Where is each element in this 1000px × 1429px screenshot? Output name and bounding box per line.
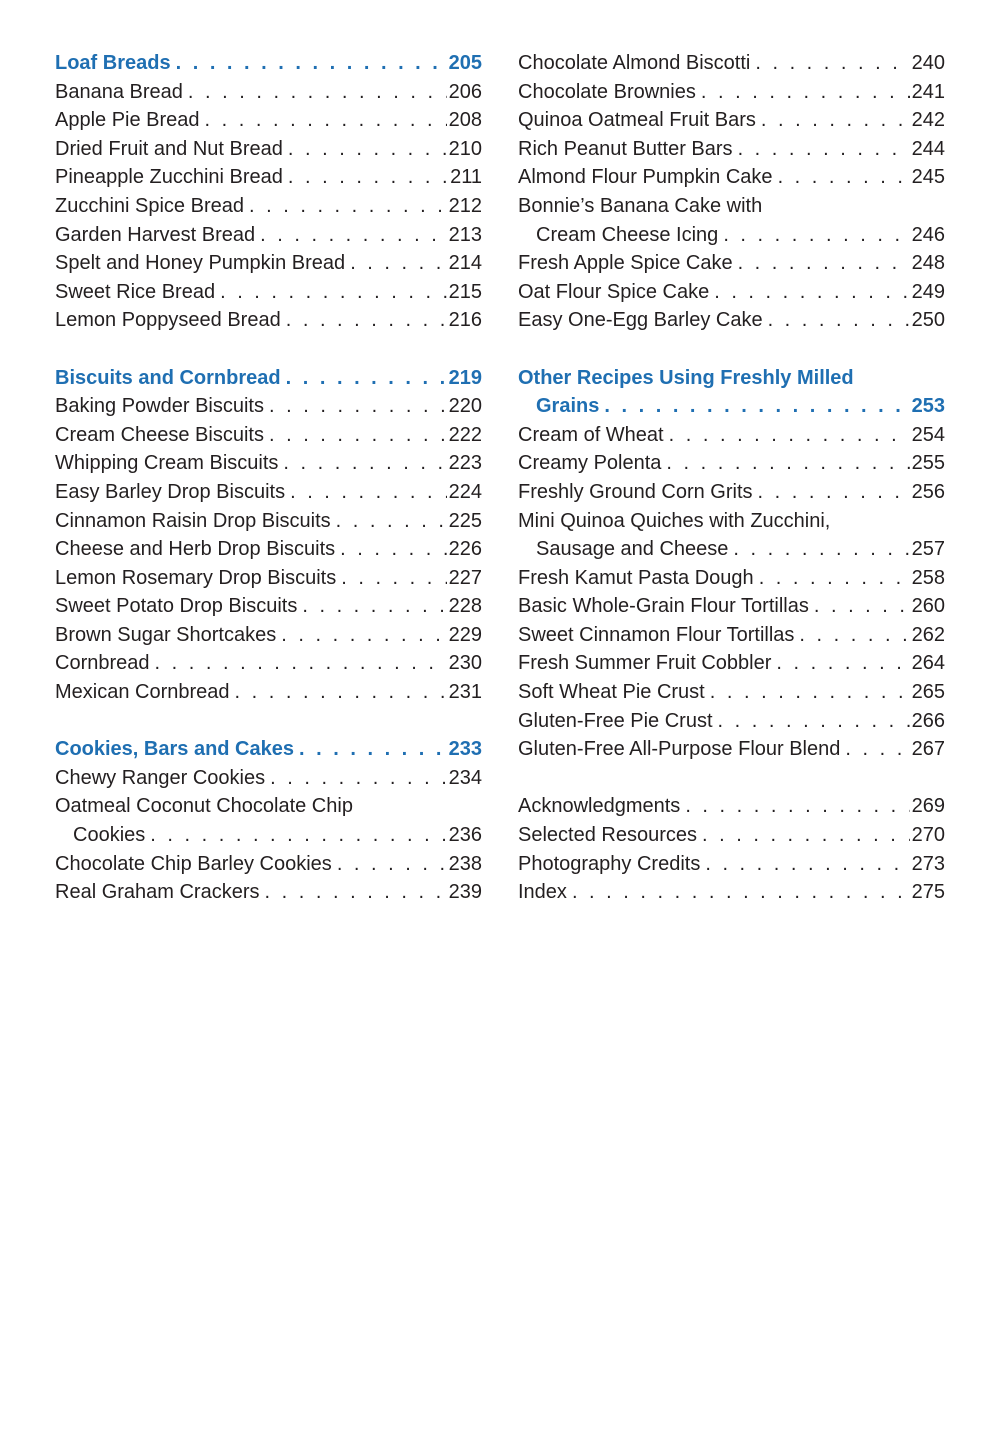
toc-entry-title: Gluten-Free All-Purpose Flour Blend [518,738,841,761]
dot-leader [283,449,446,478]
toc-entry-page-number: 265 [911,681,945,704]
toc-entry[interactable] [55,78,482,107]
toc-entry-title-continuation: Sausage and Cheese [536,538,729,561]
toc-entry-page-number: 256 [911,480,945,503]
toc-section [55,49,482,335]
toc-entry-page-number: 275 [911,881,945,904]
toc-entry-first-line[interactable] [518,507,945,536]
dot-leader [604,392,909,421]
toc-section [518,792,945,906]
dot-leader [710,678,910,707]
toc-entry-continuation-line[interactable] [518,535,945,564]
toc-entry[interactable] [55,564,482,593]
toc-entry-title-continuation: Cookies [73,824,146,847]
toc-entry-title: Oatmeal Coconut Chocolate Chip [55,795,353,818]
toc-entry-page-number: 267 [911,738,945,761]
toc-entry-title: Quinoa Oatmeal Fruit Bars [518,109,756,132]
toc-entry-page-number: 245 [911,166,945,189]
toc-entry-continuation-line[interactable] [55,821,482,850]
toc-entry-title: Freshly Ground Corn Grits [518,480,753,503]
toc-heading-page-number: 205 [448,52,482,74]
toc-entry-title: Sweet Potato Drop Biscuits [55,595,298,618]
toc-entry[interactable] [55,478,482,507]
toc-entry-title: Mini Quinoa Quiches with Zucchini, [518,509,831,532]
toc-entry[interactable] [518,421,945,450]
dot-leader [758,478,910,507]
dot-leader [845,735,909,764]
toc-entry[interactable] [55,878,482,907]
toc-entry-title: Fresh Apple Spice Cake [518,252,733,275]
toc-entry[interactable] [55,135,482,164]
toc-entry-title: Chocolate Chip Barley Cookies [55,852,332,875]
toc-entry-title: Cream of Wheat [518,423,664,446]
toc-entry[interactable] [518,564,945,593]
toc-entry[interactable] [55,306,482,335]
toc-entry[interactable] [55,592,482,621]
toc-entry-page-number: 206 [448,80,482,103]
toc-entry[interactable] [518,106,945,135]
toc-heading-page-number: 253 [911,395,945,418]
toc-entry[interactable] [55,221,482,250]
dot-leader [738,249,910,278]
toc-entry-page-number: 228 [448,595,482,618]
toc-entry-page-number: 242 [911,109,945,132]
toc-entry-page-number: 222 [448,423,482,446]
toc-left-column [55,49,482,907]
toc-entry-first-line[interactable] [518,192,945,221]
dot-leader [299,735,447,764]
dot-leader [761,106,910,135]
toc-entry-title: Selected Resources [518,824,697,847]
toc-entry[interactable] [55,163,482,192]
toc-entry-title: Gluten-Free Pie Crust [518,709,713,732]
toc-entry-page-number: 216 [448,309,482,332]
toc-entry[interactable] [55,449,482,478]
dot-leader [220,278,447,307]
toc-entry-title: Whipping Cream Biscuits [55,452,279,475]
toc-entry-title: Apple Pie Bread [55,109,200,132]
toc-heading-title: Cookies, Bars and Cakes [55,738,294,761]
toc-entry-title: Zucchini Spice Bread [55,194,244,217]
dot-leader [702,821,910,850]
toc-entry-title: Garden Harvest Bread [55,223,256,246]
toc-entry[interactable] [518,792,945,821]
toc-entry-title: Real Graham Crackers [55,881,260,904]
toc-entry-title: Easy One-Egg Barley Cake [518,309,763,332]
dot-leader [150,821,446,850]
toc-entry[interactable] [55,421,482,450]
toc-entry-title: Brown Sugar Shortcakes [55,623,277,646]
toc-entry[interactable] [55,278,482,307]
dot-leader [269,392,447,421]
toc-entry-page-number: 273 [911,852,945,875]
toc-entry-title: Dried Fruit and Nut Bread [55,137,283,160]
dot-leader [302,592,446,621]
toc-entry-title: Basic Whole-Grain Flour Tortillas [518,595,809,618]
toc-entry[interactable] [518,278,945,307]
dot-leader [733,535,909,564]
dot-leader [776,649,909,678]
toc-heading-page-number: 219 [448,366,482,389]
toc-entry-page-number: 215 [448,280,482,303]
dot-leader [337,850,447,879]
toc-entry[interactable] [518,78,945,107]
toc-entry[interactable] [518,821,945,850]
dot-leader [723,221,909,250]
toc-entry-title: Bonnie’s Banana Cake with [518,194,763,217]
toc-entry[interactable] [518,135,945,164]
toc-entry[interactable] [518,449,945,478]
toc-entry-page-number: 257 [911,538,945,561]
dot-leader [176,49,447,78]
toc-section [518,49,945,335]
toc-heading-page-number: 233 [448,738,482,761]
toc-entry-title: Chocolate Brownies [518,80,696,103]
toc-entry-page-number: 249 [911,280,945,303]
toc-entry-title: Chewy Ranger Cookies [55,766,266,789]
dot-leader [714,278,909,307]
toc-entry[interactable] [55,649,482,678]
toc-entry-continuation-line[interactable] [518,221,945,250]
dot-leader [288,135,447,164]
toc-entry-title: Baking Powder Biscuits [55,395,264,418]
toc-entry-title: Banana Bread [55,80,183,103]
toc-entry-page-number: 241 [911,80,945,103]
toc-entry-title: Cream Cheese Biscuits [55,423,264,446]
toc-entry-title-continuation: Cream Cheese Icing [536,223,719,246]
toc-entry-title: Sweet Cinnamon Flour Tortillas [518,623,795,646]
dot-leader [265,878,447,907]
dot-leader [718,707,910,736]
dot-leader [260,221,447,250]
toc-entry-title: Sweet Rice Bread [55,280,216,303]
toc-entry[interactable] [518,592,945,621]
toc-entry-page-number: 262 [911,623,945,646]
dot-leader [814,592,910,621]
toc-entry-first-line[interactable] [55,792,482,821]
dot-leader [778,163,910,192]
toc-section [55,364,482,707]
dot-leader [759,564,910,593]
toc-entry-page-number: 258 [911,566,945,589]
dot-leader [286,306,447,335]
toc-entry[interactable] [55,535,482,564]
toc-entry-title: Soft Wheat Pie Crust [518,681,705,704]
toc-entry-page-number: 254 [911,423,945,446]
dot-leader [155,649,447,678]
dot-leader [281,621,446,650]
toc-entry-page-number: 266 [911,709,945,732]
toc-entry[interactable] [518,678,945,707]
toc-entry-title: Cornbread [55,652,150,675]
toc-entry-title: Cinnamon Raisin Drop Biscuits [55,509,331,532]
toc-entry[interactable] [518,621,945,650]
dot-leader [336,507,447,536]
dot-leader [235,678,447,707]
toc-entry[interactable] [518,850,945,879]
toc-entry[interactable] [518,649,945,678]
toc-entry-page-number: 230 [448,652,482,675]
dot-leader [705,850,909,879]
toc-heading-title: Biscuits and Cornbread [55,366,281,389]
toc-entry[interactable] [55,249,482,278]
toc-entry-page-number: 223 [448,452,482,475]
toc-entry[interactable] [518,49,945,78]
toc-entry[interactable] [518,478,945,507]
toc-entry-title: Lemon Rosemary Drop Biscuits [55,566,337,589]
toc-heading[interactable] [55,49,482,78]
toc-entry[interactable] [55,621,482,650]
dot-leader [286,364,447,393]
toc-entry-title: Cheese and Herb Drop Biscuits [55,538,336,561]
toc-entry[interactable] [55,507,482,536]
toc-entry-title: Oat Flour Spice Cake [518,280,710,303]
toc-entry-page-number: 246 [911,223,945,246]
toc-entry-page-number: 231 [448,681,482,704]
toc-entry-page-number: 226 [448,538,482,561]
dot-leader [290,478,447,507]
dot-leader [755,49,909,78]
dot-leader [350,249,446,278]
dot-leader [188,78,447,107]
toc-entry-page-number: 269 [911,795,945,818]
dot-leader [269,421,447,450]
toc-entry-title: Photography Credits [518,852,701,875]
toc-entry[interactable] [55,106,482,135]
toc-entry[interactable] [518,735,945,764]
dot-leader [768,306,910,335]
dot-leader [249,192,447,221]
dot-leader [685,792,909,821]
toc-section [55,735,482,907]
toc-entry-title: Acknowledgments [518,795,681,818]
toc-entry-title: Easy Barley Drop Biscuits [55,480,286,503]
dot-leader [701,78,910,107]
toc-entry[interactable] [518,163,945,192]
dot-leader [270,764,447,793]
toc-entry-page-number: 212 [448,194,482,217]
toc-entry-page-number: 260 [911,595,945,618]
toc-entry-title: Lemon Poppyseed Bread [55,309,281,332]
toc-entry[interactable] [518,249,945,278]
toc-entry-title: Pineapple Zucchini Bread [55,166,283,189]
toc-entry-title: Rich Peanut Butter Bars [518,137,733,160]
toc-heading-title: Loaf Breads [55,52,171,74]
dot-leader [572,878,910,907]
toc-entry-page-number: 229 [448,623,482,646]
toc-entry-page-number: 236 [448,824,482,847]
toc-entry-title: Fresh Summer Fruit Cobbler [518,652,772,675]
toc-entry-page-number: 234 [448,766,482,789]
toc-entry-title: Index [518,881,567,904]
toc-entry[interactable] [518,306,945,335]
toc-entry[interactable] [55,392,482,421]
dot-leader [341,564,446,593]
toc-heading[interactable] [55,735,482,764]
toc-heading-title: Other Recipes Using Freshly Milled [518,366,854,389]
toc-entry-page-number: 213 [448,223,482,246]
toc-entry[interactable] [55,678,482,707]
toc-entry-page-number: 255 [911,452,945,475]
toc-entry-page-number: 240 [911,52,945,74]
toc-entry-page-number: 225 [448,509,482,532]
toc-entry-page-number: 211 [450,166,482,189]
dot-leader [288,163,448,192]
toc-entry-page-number: 270 [911,824,945,847]
toc-heading-continuation-line[interactable] [518,392,945,421]
dot-leader [340,535,446,564]
dot-leader [666,449,909,478]
toc-entry-page-number: 238 [448,852,482,875]
toc-heading-first-line[interactable] [518,364,945,393]
toc-section [518,364,945,764]
toc-entry-title: Creamy Polenta [518,452,662,475]
toc-entry[interactable] [55,850,482,879]
toc-entry-page-number: 208 [448,109,482,132]
toc-entry-title: Chocolate Almond Biscotti [518,52,751,74]
toc-entry-page-number: 220 [448,395,482,418]
toc-entry-page-number: 214 [448,252,482,275]
toc-entry-title: Spelt and Honey Pumpkin Bread [55,252,346,275]
dot-leader [669,421,910,450]
dot-leader [738,135,910,164]
toc-right-column [518,49,945,907]
toc-entry[interactable] [518,707,945,736]
toc-entry-page-number: 227 [448,566,482,589]
toc-entry-title: Mexican Cornbread [55,681,230,704]
toc-entry[interactable] [55,192,482,221]
toc-entry-page-number: 264 [911,652,945,675]
dot-leader [799,621,909,650]
toc-entry[interactable] [55,764,482,793]
toc-entry-page-number: 244 [911,137,945,160]
toc-entry-title: Fresh Kamut Pasta Dough [518,566,754,589]
toc-entry-page-number: 239 [448,881,482,904]
toc-entry-page-number: 248 [911,252,945,275]
toc-entry-page-number: 224 [448,480,482,503]
toc-entry-page-number: 210 [448,137,482,160]
toc-heading[interactable] [55,364,482,393]
dot-leader [205,106,447,135]
toc-heading-title-continuation: Grains [536,395,600,418]
toc-entry[interactable] [518,878,945,907]
toc-entry-page-number: 250 [911,309,945,332]
toc-entry-title: Almond Flour Pumpkin Cake [518,166,773,189]
